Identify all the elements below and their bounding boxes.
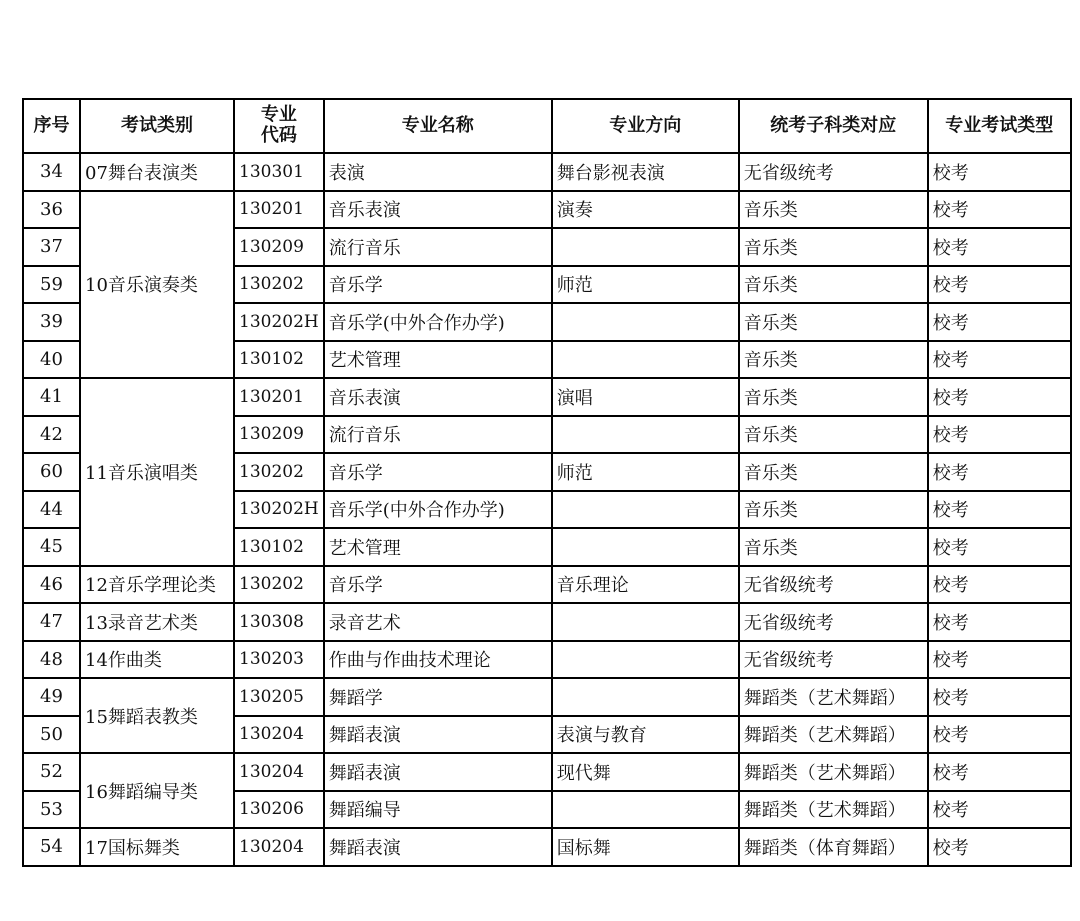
table-row	[23, 753, 1071, 791]
row-exam-type-cell: 校考	[928, 453, 1071, 491]
row-exam-subject-cell: 音乐类	[739, 228, 928, 266]
row-direction-cell	[552, 528, 739, 566]
header-code-line2: 代码	[260, 125, 297, 146]
header-no: 序号	[23, 99, 80, 153]
table-body	[23, 153, 1071, 866]
row-name-cell: 录音艺术	[324, 603, 552, 641]
table-row	[23, 641, 1071, 679]
row-exam-type-cell: 校考	[928, 378, 1071, 416]
row-exam-type-cell: 校考	[928, 153, 1071, 191]
row-exam-type-cell: 校考	[928, 491, 1071, 529]
row-name-cell: 音乐表演	[324, 378, 552, 416]
row-no-cell: 53	[23, 791, 80, 829]
row-category-cell: 13录音艺术类	[80, 603, 234, 641]
row-name-cell: 流行音乐	[324, 416, 552, 454]
row-exam-subject-cell: 舞蹈类（艺术舞蹈）	[739, 753, 928, 791]
row-exam-type-cell: 校考	[928, 228, 1071, 266]
row-name-cell: 流行音乐	[324, 228, 552, 266]
major-table-container	[22, 98, 1072, 867]
row-name-cell: 舞蹈表演	[324, 753, 552, 791]
header-row	[23, 99, 1071, 153]
row-code-cell: 130206	[234, 791, 324, 829]
table-row	[23, 603, 1071, 641]
row-exam-subject-cell: 舞蹈类（艺术舞蹈）	[739, 716, 928, 754]
row-exam-subject-cell: 无省级统考	[739, 603, 928, 641]
row-no-cell: 49	[23, 678, 80, 716]
row-exam-type-cell: 校考	[928, 791, 1071, 829]
header-exam-type: 专业考试类型	[928, 99, 1071, 153]
row-code-cell: 130201	[234, 191, 324, 229]
row-name-cell: 音乐学	[324, 453, 552, 491]
row-name-cell: 音乐学	[324, 266, 552, 304]
row-category-cell: 15舞蹈表教类	[80, 678, 234, 753]
row-exam-subject-cell: 音乐类	[739, 453, 928, 491]
row-direction-cell	[552, 228, 739, 266]
row-exam-subject-cell: 音乐类	[739, 191, 928, 229]
header-name: 专业名称	[324, 99, 552, 153]
row-direction-cell: 音乐理论	[552, 566, 739, 604]
row-no-cell: 37	[23, 228, 80, 266]
row-exam-subject-cell: 音乐类	[739, 491, 928, 529]
row-exam-subject-cell: 无省级统考	[739, 641, 928, 679]
header-category: 考试类别	[80, 99, 234, 153]
row-code-cell: 130209	[234, 416, 324, 454]
table-row	[23, 378, 1071, 416]
header-code-line1: 专业	[260, 104, 297, 126]
row-direction-cell: 表演与教育	[552, 716, 739, 754]
row-no-cell: 59	[23, 266, 80, 304]
row-no-cell: 41	[23, 378, 80, 416]
table-row	[23, 191, 1071, 229]
row-exam-type-cell: 校考	[928, 191, 1071, 229]
row-direction-cell	[552, 341, 739, 379]
row-name-cell: 表演	[324, 153, 552, 191]
row-name-cell: 作曲与作曲技术理论	[324, 641, 552, 679]
row-code-cell: 130202	[234, 566, 324, 604]
row-exam-type-cell: 校考	[928, 303, 1071, 341]
row-code-cell: 130202	[234, 453, 324, 491]
row-exam-type-cell: 校考	[928, 528, 1071, 566]
table-row	[23, 566, 1071, 604]
row-direction-cell	[552, 641, 739, 679]
row-exam-subject-cell: 音乐类	[739, 266, 928, 304]
row-direction-cell: 国标舞	[552, 828, 739, 866]
row-exam-type-cell: 校考	[928, 566, 1071, 604]
row-category-cell: 17国标舞类	[80, 828, 234, 866]
row-exam-subject-cell: 音乐类	[739, 341, 928, 379]
row-no-cell: 46	[23, 566, 80, 604]
row-exam-subject-cell: 音乐类	[739, 303, 928, 341]
row-name-cell: 艺术管理	[324, 528, 552, 566]
row-direction-cell: 演唱	[552, 378, 739, 416]
row-exam-type-cell: 校考	[928, 266, 1071, 304]
row-name-cell: 艺术管理	[324, 341, 552, 379]
row-no-cell: 54	[23, 828, 80, 866]
row-exam-type-cell: 校考	[928, 603, 1071, 641]
row-exam-subject-cell: 舞蹈类（艺术舞蹈）	[739, 678, 928, 716]
row-no-cell: 42	[23, 416, 80, 454]
row-no-cell: 39	[23, 303, 80, 341]
row-no-cell: 48	[23, 641, 80, 679]
row-exam-type-cell: 校考	[928, 716, 1071, 754]
row-no-cell: 52	[23, 753, 80, 791]
row-name-cell: 音乐学	[324, 566, 552, 604]
row-no-cell: 44	[23, 491, 80, 529]
header-direction: 专业方向	[552, 99, 739, 153]
row-direction-cell: 师范	[552, 453, 739, 491]
row-exam-type-cell: 校考	[928, 341, 1071, 379]
row-direction-cell: 演奏	[552, 191, 739, 229]
row-name-cell: 音乐学(中外合作办学)	[324, 491, 552, 529]
row-code-cell: 130204	[234, 828, 324, 866]
row-no-cell: 50	[23, 716, 80, 754]
row-name-cell: 舞蹈表演	[324, 828, 552, 866]
row-category-cell: 10音乐演奏类	[80, 191, 234, 379]
row-name-cell: 舞蹈学	[324, 678, 552, 716]
row-name-cell: 音乐学(中外合作办学)	[324, 303, 552, 341]
row-category-cell: 07舞台表演类	[80, 153, 234, 191]
row-exam-subject-cell: 音乐类	[739, 378, 928, 416]
row-code-cell: 130102	[234, 341, 324, 379]
table-row	[23, 678, 1071, 716]
row-direction-cell: 现代舞	[552, 753, 739, 791]
row-category-cell: 16舞蹈编导类	[80, 753, 234, 828]
row-code-cell: 130201	[234, 378, 324, 416]
table-row	[23, 153, 1071, 191]
row-no-cell: 47	[23, 603, 80, 641]
header-code	[234, 99, 324, 153]
header-exam-subject: 统考子科类对应	[739, 99, 928, 153]
row-code-cell: 130205	[234, 678, 324, 716]
row-code-cell: 130204	[234, 716, 324, 754]
row-direction-cell	[552, 678, 739, 716]
row-no-cell: 40	[23, 341, 80, 379]
row-code-cell: 130204	[234, 753, 324, 791]
row-exam-subject-cell: 无省级统考	[739, 153, 928, 191]
row-direction-cell	[552, 603, 739, 641]
row-code-cell: 130301	[234, 153, 324, 191]
row-exam-type-cell: 校考	[928, 828, 1071, 866]
row-name-cell: 音乐表演	[324, 191, 552, 229]
row-code-cell: 130209	[234, 228, 324, 266]
row-exam-subject-cell: 无省级统考	[739, 566, 928, 604]
row-direction-cell	[552, 303, 739, 341]
row-category-cell: 11音乐演唱类	[80, 378, 234, 566]
row-no-cell: 45	[23, 528, 80, 566]
row-direction-cell	[552, 491, 739, 529]
row-exam-subject-cell: 舞蹈类（艺术舞蹈）	[739, 791, 928, 829]
row-category-cell: 14作曲类	[80, 641, 234, 679]
row-code-cell: 130202H	[234, 491, 324, 529]
row-name-cell: 舞蹈编导	[324, 791, 552, 829]
row-exam-type-cell: 校考	[928, 753, 1071, 791]
row-exam-type-cell: 校考	[928, 641, 1071, 679]
row-category-cell: 12音乐学理论类	[80, 566, 234, 604]
row-exam-type-cell: 校考	[928, 416, 1071, 454]
row-no-cell: 60	[23, 453, 80, 491]
row-no-cell: 34	[23, 153, 80, 191]
row-code-cell: 130203	[234, 641, 324, 679]
row-direction-cell	[552, 416, 739, 454]
major-table	[22, 98, 1072, 867]
row-code-cell: 130202H	[234, 303, 324, 341]
row-exam-subject-cell: 音乐类	[739, 416, 928, 454]
row-exam-subject-cell: 舞蹈类（体育舞蹈）	[739, 828, 928, 866]
row-code-cell: 130308	[234, 603, 324, 641]
row-name-cell: 舞蹈表演	[324, 716, 552, 754]
row-code-cell: 130102	[234, 528, 324, 566]
row-exam-subject-cell: 音乐类	[739, 528, 928, 566]
table-row	[23, 828, 1071, 866]
row-code-cell: 130202	[234, 266, 324, 304]
row-direction-cell	[552, 791, 739, 829]
row-direction-cell: 师范	[552, 266, 739, 304]
row-direction-cell: 舞台影视表演	[552, 153, 739, 191]
row-exam-type-cell: 校考	[928, 678, 1071, 716]
row-no-cell: 36	[23, 191, 80, 229]
